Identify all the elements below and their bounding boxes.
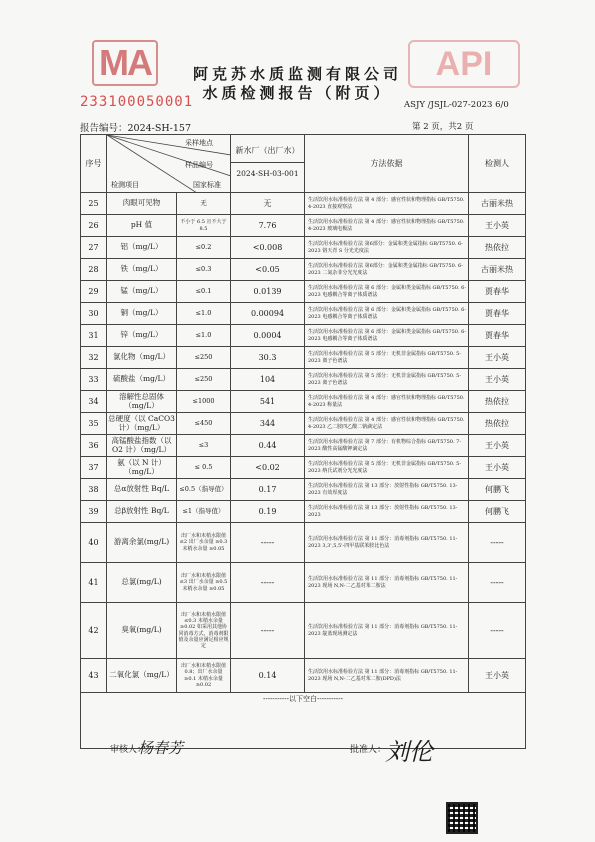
row-number: 32 <box>81 347 107 369</box>
row-number: 42 <box>81 603 107 659</box>
table-row <box>81 413 526 435</box>
row-standard: 出厂水和末梢水限值 ≤3 出厂水余量 ≥0.5 末梢水余量 ≥0.05 <box>177 563 231 603</box>
row-result: <0.05 <box>231 259 305 281</box>
location-value: 新水厂（出厂水） <box>231 142 304 163</box>
table-row <box>81 563 526 603</box>
row-number: 31 <box>81 325 107 347</box>
row-item: 溶解性总固体（mg/L） <box>107 391 177 413</box>
row-result: <0.02 <box>231 457 305 479</box>
accreditation-stamp-logo: API <box>408 40 520 88</box>
row-method: 生活饮用水标准检验方法 第 6 部分：金属和类金属指标 GB/T5750. 6-2023 电感耦合等离子体质谱法 <box>305 303 469 325</box>
row-number: 27 <box>81 237 107 259</box>
header-item-label: 检测项目 <box>111 181 139 189</box>
row-inspector: ----- <box>469 563 526 603</box>
row-inspector: ----- <box>469 523 526 563</box>
table-row <box>81 215 526 237</box>
row-item: 铜（mg/L） <box>107 303 177 325</box>
row-item: 肉眼可见物 <box>107 193 177 215</box>
row-standard: 出厂水和末梢水限值 ≤0.3 末梢水余量 ≥0.02 如采用其他协同消毒方式，消毒剂限值及余量应满足相应规定 <box>177 603 231 659</box>
row-standard: 不小于 6.5 且不大于 8.5 <box>177 215 231 237</box>
table-row <box>81 391 526 413</box>
table-row <box>81 303 526 325</box>
approver-signature: 刘伦 <box>385 738 433 766</box>
row-number: 30 <box>81 303 107 325</box>
row-item: 二氧化氯（mg/L） <box>107 659 177 693</box>
row-inspector: 贾春华 <box>469 325 526 347</box>
row-standard: ≤0.5（指导值） <box>177 479 231 501</box>
table-row <box>81 237 526 259</box>
header-sample-no-label: 样品编号 <box>185 161 213 169</box>
results-table <box>80 134 526 749</box>
row-method: 生活饮用水标准检验方法 第 11 部分：消毒剂指标 GB/T5750. 11-2023 3,3',5,5'-四甲基联苯胺比色法 <box>305 523 469 563</box>
row-inspector: 古丽米热 <box>469 193 526 215</box>
row-result: 30.3 <box>231 347 305 369</box>
row-item: 铝（mg/L） <box>107 237 177 259</box>
row-method: 生活饮用水标准检验方法 第 5 部分：无机非金属指标 GB/T5750. 5-2023 纳氏试剂分光光度法 <box>305 457 469 479</box>
row-result: 无 <box>231 193 305 215</box>
approver-label: 批准人： <box>350 745 387 755</box>
row-inspector: 何鹏飞 <box>469 501 526 523</box>
sample-no-value: 2024-SH-03-001 <box>236 168 299 178</box>
row-number: 34 <box>81 391 107 413</box>
row-result: 104 <box>231 369 305 391</box>
row-inspector: 王小英 <box>469 347 526 369</box>
reviewer-label: 审核人： <box>110 745 147 755</box>
row-inspector: 贾春华 <box>469 281 526 303</box>
header-diagonal-cell <box>107 135 231 193</box>
row-method: 生活饮用水标准检验方法 第6部分：金属和类金属指标 GB/T5750. 6-2023 二氮杂菲分光光度法 <box>305 259 469 281</box>
row-number: 29 <box>81 281 107 303</box>
row-number: 28 <box>81 259 107 281</box>
row-method: 生活饮用水标准检验方法 第 5 部分：无机非金属指标 GB/T5750. 5-2023 离子色谱法 <box>305 369 469 391</box>
header-standard-label: 国家标准 <box>193 181 221 189</box>
row-item: 锰（mg/L） <box>107 281 177 303</box>
row-inspector: 热依拉 <box>469 237 526 259</box>
ma-stamp-logo: MA <box>92 40 158 86</box>
document-reference: ASJY /JSJL-027-2023 6/0 <box>404 100 509 110</box>
row-number: 33 <box>81 369 107 391</box>
row-inspector: ----- <box>469 603 526 659</box>
row-result: <0.008 <box>231 237 305 259</box>
row-method: 生活饮用水标准检验方法 第 11 部分：消毒剂指标 GB/T5750. 11-2023 现场 N,N-二乙基对苯二胺(DPD)法 <box>305 659 469 693</box>
company-title: 阿克苏水质监测有限公司 <box>192 65 402 83</box>
row-item: 高锰酸盐指数（以 O2 计）（mg/L） <box>107 435 177 457</box>
table-row <box>81 479 526 501</box>
table-row <box>81 347 526 369</box>
row-standard: ≤0.2 <box>177 237 231 259</box>
row-item: 游离余氯(mg/L) <box>107 523 177 563</box>
row-standard: 出厂水和末梢水限值 0.8；出厂水余量 ≥0.1 末梢水余量≥0.02 <box>177 659 231 693</box>
row-item: pH 值 <box>107 215 177 237</box>
row-standard: ≤0.3 <box>177 259 231 281</box>
certificate-number: 233100050001 <box>80 94 194 110</box>
row-item: 臭氧(mg/L) <box>107 603 177 659</box>
qr-code-icon <box>446 802 478 834</box>
row-inspector: 王小英 <box>469 659 526 693</box>
row-inspector: 贾春华 <box>469 303 526 325</box>
row-standard: ≤450 <box>177 413 231 435</box>
table-row <box>81 457 526 479</box>
row-method: 生活饮用水标准检验方法 第 11 部分：消毒剂指标 GB/T5750. 11-2023 现场 N,N-二乙基对苯二胺法 <box>305 563 469 603</box>
row-result: 0.0139 <box>231 281 305 303</box>
header-location-label: 采样地点 <box>185 139 213 147</box>
row-item: 总氯(mg/L) <box>107 563 177 603</box>
table-row <box>81 659 526 693</box>
row-number: 36 <box>81 435 107 457</box>
row-number: 37 <box>81 457 107 479</box>
reviewer-signature: 杨春芳 <box>138 739 184 757</box>
header-inspector: 检测人 <box>469 135 526 193</box>
row-standard: ≤ 0.5 <box>177 457 231 479</box>
row-result: ----- <box>231 603 305 659</box>
table-row <box>81 281 526 303</box>
header-location-value <box>231 135 305 193</box>
row-number: 41 <box>81 563 107 603</box>
row-standard: ≤250 <box>177 347 231 369</box>
row-standard: ≤250 <box>177 369 231 391</box>
row-result: 541 <box>231 391 305 413</box>
row-method: 生活饮用水标准检验方法 第 7 部分：有机物综合指标 GB/T5750. 7-2023 酸性高锰酸钾滴定法 <box>305 435 469 457</box>
header-seq: 序号 <box>81 135 107 193</box>
row-result: 7.76 <box>231 215 305 237</box>
table-row <box>81 259 526 281</box>
row-result: 344 <box>231 413 305 435</box>
row-inspector: 热依拉 <box>469 413 526 435</box>
table-row <box>81 435 526 457</box>
row-result: 0.0004 <box>231 325 305 347</box>
row-method: 生活饮用水标准检验方法 第 11 部分：消毒剂指标 GB/T5750. 11-2023 靛蓝现场测定法 <box>305 603 469 659</box>
row-standard: ≤1.0 <box>177 303 231 325</box>
row-method: 生活饮用水标准检验方法 第 4 部分：感官性状和物理指标 GB/T5750. 4-2023 称量法 <box>305 391 469 413</box>
row-standard: ≤3 <box>177 435 231 457</box>
row-result: 0.14 <box>231 659 305 693</box>
row-result: 0.00094 <box>231 303 305 325</box>
row-inspector: 古丽米热 <box>469 259 526 281</box>
table-row <box>81 369 526 391</box>
row-number: 26 <box>81 215 107 237</box>
report-title: 水质检测报告（附页） <box>202 84 393 102</box>
row-inspector: 何鹏飞 <box>469 479 526 501</box>
row-result: 0.19 <box>231 501 305 523</box>
row-number: 40 <box>81 523 107 563</box>
blank-note: -----------以下空白----------- <box>81 693 526 705</box>
row-standard: 无 <box>177 193 231 215</box>
row-number: 25 <box>81 193 107 215</box>
row-standard: ≤0.1 <box>177 281 231 303</box>
row-result: 0.44 <box>231 435 305 457</box>
table-row <box>81 501 526 523</box>
row-inspector: 王小英 <box>469 435 526 457</box>
row-result: ----- <box>231 563 305 603</box>
header-method: 方法依据 <box>305 135 469 193</box>
table-row <box>81 193 526 215</box>
row-method: 生活饮用水标准检验方法 第 13 部分：放射性指标 GB/T5750. 13-2023 有效厚度法 <box>305 479 469 501</box>
row-item: 总β放射性 Bq/L <box>107 501 177 523</box>
report-number: 报告编号：2024-SH-157 <box>80 123 192 134</box>
row-method: 生活饮用水标准检验方法 第 6 部分：金属和类金属指标 GB/T5750. 6-2023 电感耦合等离子体质谱法 <box>305 281 469 303</box>
row-item: 氨（以 N 计）（mg/L） <box>107 457 177 479</box>
page-info: 第 2 页，共2 页 <box>412 122 474 132</box>
row-method: 生活饮用水标准检验方法 第 4 部分：感官性状和物理指标 GB/T5750. 4-2023 乙二胺四乙酸二钠滴定法 <box>305 413 469 435</box>
row-number: 43 <box>81 659 107 693</box>
table-row <box>81 325 526 347</box>
row-inspector: 王小英 <box>469 457 526 479</box>
row-method: 生活饮用水标准检验方法 第 5 部分：无机非金属指标 GB/T5750. 5-2023 离子色谱法 <box>305 347 469 369</box>
row-item: 铁（mg/L） <box>107 259 177 281</box>
row-number: 35 <box>81 413 107 435</box>
row-standard: 出厂水和末梢水限值 ≤2 出厂水余量 ≥0.3 末梢水余量 ≥0.05 <box>177 523 231 563</box>
table-row <box>81 603 526 659</box>
row-item: 锌（mg/L） <box>107 325 177 347</box>
row-method: 生活饮用水标准检验方法 第 13 部分：放射性指标 GB/T5750. 13-2023 <box>305 501 469 523</box>
row-method: 生活饮用水标准检验方法 第6部分：金属和类金属指标 GB/T5750. 6-2023 铬天青 S 分光光度法 <box>305 237 469 259</box>
row-number: 39 <box>81 501 107 523</box>
row-method: 生活饮用水标准检验方法 第 4 部分：感官性状和物理指标 GB/T5750. 4-2023 直接观察法 <box>305 193 469 215</box>
row-item: 氯化物（mg/L） <box>107 347 177 369</box>
row-method: 生活饮用水标准检验方法 第 6 部分：金属和类金属指标 GB/T5750. 6-2023 电感耦合等离子体质谱法 <box>305 325 469 347</box>
row-standard: ≤1（指导值） <box>177 501 231 523</box>
row-method: 生活饮用水标准检验方法 第 4 部分：感官性状和物理指标 GB/T5750. 4-2023 玻璃电极法 <box>305 215 469 237</box>
row-inspector: 王小英 <box>469 369 526 391</box>
row-result: ----- <box>231 523 305 563</box>
row-standard: ≤1000 <box>177 391 231 413</box>
row-item: 总硬度（以 CaCO3 计）（mg/L） <box>107 413 177 435</box>
row-item: 硫酸盐（mg/L） <box>107 369 177 391</box>
row-standard: ≤1.0 <box>177 325 231 347</box>
row-inspector: 王小英 <box>469 215 526 237</box>
table-row <box>81 523 526 563</box>
row-item: 总α放射性 Bq/L <box>107 479 177 501</box>
row-number: 38 <box>81 479 107 501</box>
row-result: 0.17 <box>231 479 305 501</box>
row-inspector: 热依拉 <box>469 391 526 413</box>
